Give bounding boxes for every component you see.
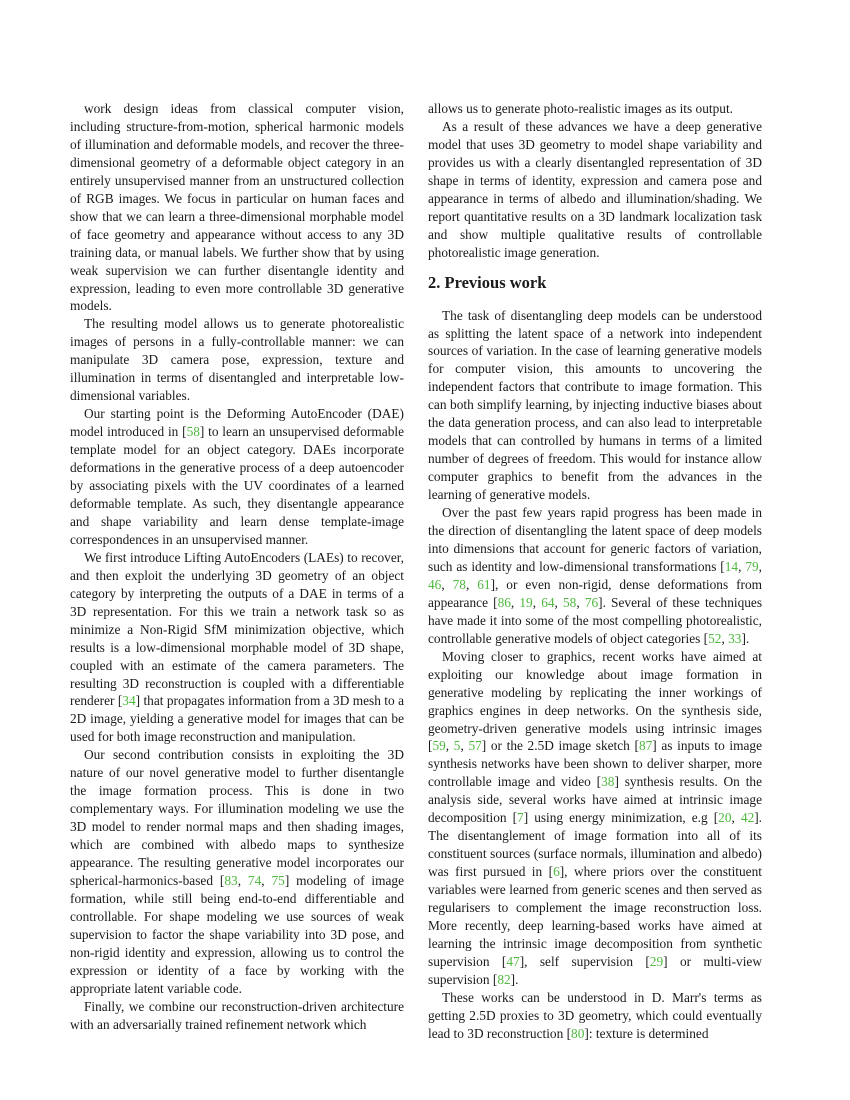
citation-link[interactable]: 19 xyxy=(519,594,533,610)
citation-link[interactable]: 82 xyxy=(497,971,511,987)
citation-link[interactable]: 20 xyxy=(718,810,732,826)
body-paragraph xyxy=(428,100,762,118)
body-paragraph xyxy=(428,307,762,504)
body-paragraph xyxy=(70,746,404,997)
paragraph-text: , xyxy=(441,576,453,592)
paragraph-text: Moving closer to graphics, recent works have aimed at exploiting our knowledge about image formation in generative modeling by replicating the inner workings of graphics engines in deep networks. On the synthesis side, geometry-driven generative models using intrinsic images [ xyxy=(428,648,762,754)
paragraph-text: The resulting model allows us to generate photorealistic images of persons in a fully-controllable manner: we can manipulate 3D camera pose, expression, texture and illumination in terms of disentangled and interpretable low-dimensional variables. xyxy=(70,316,404,404)
body-paragraph xyxy=(428,504,762,648)
paragraph-text: , xyxy=(554,594,563,610)
body-paragraph xyxy=(70,405,404,549)
paragraph-text: Our second contribution consists in exploiting the 3D nature of our novel generative model to further disentangle the image formation process. This is done in two complementary ways. For illumination modeling we use the 3D model to render normal maps and then shading images, which are combined with albedo maps to synthesize appearance. The resulting generative model incorporates our spherical-harmonics-based [ xyxy=(70,747,404,888)
paragraph-text: , xyxy=(738,558,746,574)
citation-link[interactable]: 6 xyxy=(553,864,560,880)
citation-link[interactable]: 42 xyxy=(740,810,755,826)
body-paragraph xyxy=(70,100,404,315)
body-paragraph xyxy=(70,315,404,405)
body-paragraph xyxy=(70,998,404,1034)
citation-link[interactable]: 47 xyxy=(506,953,520,969)
citation-link[interactable]: 83 xyxy=(224,872,238,888)
citation-link[interactable]: 87 xyxy=(638,738,653,754)
paragraph-text: ] using energy minimization, e.g [ xyxy=(523,810,719,826)
previous-work-section xyxy=(428,307,762,1043)
citation-link[interactable]: 64 xyxy=(541,594,555,610)
body-paragraph xyxy=(428,989,762,1043)
paragraph-text: ]. xyxy=(741,630,750,646)
paragraph-text: work design ideas from classical computer vision, including structure-from-motion, spherical harmonic models of illumination and deformable models, and recover the three-dimensional geometry of a deformable object category in an entirely unsupervised manner from an unstructured collection of RGB images. We focus in particular on human faces and show that we can learn a three-dimensional morphable model of face geometry and appearance without access to any 3D training data, or manual labels. We further show that by using weak supervision we can further disentangle identity and expression, leading to even more controllable 3D generative models. xyxy=(70,101,404,314)
paragraph-text: ]. Several of these techniques have made it into some of the most compelling photorealistic, controllable generative models of object categories [ xyxy=(428,594,763,646)
citation-link[interactable]: 29 xyxy=(649,953,664,969)
paragraph-text: ] or the 2.5D image sketch [ xyxy=(481,738,639,754)
body-paragraph xyxy=(428,648,762,989)
citation-link[interactable]: 79 xyxy=(745,558,759,574)
paragraph-text: Finally, we combine our reconstruction-driven architecture with an adversarially trained refinement network which xyxy=(70,998,404,1032)
paragraph-text: ] synthesis results. On the analysis side, several works have aimed at intrinsic image decomposition [ xyxy=(428,774,762,826)
paragraph-text: The task of disentangling deep models can be understood as splitting the latent space of a network into independent sources of variation. In the case of learning generative models for computer vision, this amounts to uncovering the independent factors that contribute to image formation. This can both simplify learning, by injecting inductive biases about the data generation process, and can also lead to interpretable models that can controlled by humans in terms of a limited number of degrees of freedom. This would for instance allow computer graphics to benefit from the advances in the learning of generative models. xyxy=(428,307,762,503)
paragraph-text: Over the past few years rapid progress has been made in the direction of disentangling the latent space of deep models into dimensions that account for generic factors of variation, such as identity and low-dimensional transformations [ xyxy=(428,505,762,574)
paragraph-text: allows us to generate photo-realistic images as its output. xyxy=(428,101,733,116)
right-column xyxy=(428,100,762,1043)
paragraph-text: , xyxy=(510,594,520,610)
paragraph-text: , xyxy=(237,872,248,888)
body-paragraph xyxy=(70,549,404,746)
paragraph-text: ], self supervision [ xyxy=(519,953,650,969)
paragraph-text: ], or even non-rigid, dense deformations from appearance [ xyxy=(428,576,763,610)
section-heading-previous-work: 2. Previous work xyxy=(428,272,547,292)
citation-link[interactable]: 58 xyxy=(563,594,577,610)
paragraph-text: , xyxy=(465,576,478,592)
citation-link[interactable]: 57 xyxy=(468,738,482,754)
citation-link[interactable]: 86 xyxy=(497,594,511,610)
citation-link[interactable]: 46 xyxy=(428,576,442,592)
paragraph-text: These works can be understood in D. Marr's terms as getting 2.5D proxies to 3D geometry, which could eventually lead to 3D reconstruction [ xyxy=(428,989,762,1041)
citation-link[interactable]: 33 xyxy=(728,630,742,646)
citation-link[interactable]: 38 xyxy=(601,774,615,790)
citation-link[interactable]: 7 xyxy=(517,810,524,826)
left-column xyxy=(70,100,404,1034)
paragraph-text: , xyxy=(758,558,762,574)
paragraph-text: ], where priors over the constituent variables were learned from generic scenes and then served as regularisers to complement the image reconstruction loss. More recently, deep learning-based works have aimed at learning the intrinsic image decomposition from synthetic supervision [ xyxy=(428,864,762,969)
paragraph-text: , xyxy=(721,630,729,646)
citation-link[interactable]: 78 xyxy=(452,576,466,592)
body-paragraph xyxy=(428,118,762,262)
paragraph-text: ]. xyxy=(510,971,519,987)
paragraph-text: , xyxy=(731,810,741,826)
paragraph-text: ]: texture is determined xyxy=(584,1025,709,1041)
citation-link[interactable]: 74 xyxy=(247,872,262,888)
right-intro xyxy=(428,100,762,262)
paragraph-text: ] as inputs to image synthesis networks have been shown to deliver sharper, more controllable image and video [ xyxy=(428,738,763,790)
citation-link[interactable]: 61 xyxy=(477,576,491,592)
paragraph-text: , xyxy=(460,738,469,754)
paragraph-text: As a result of these advances we have a deep generative model that uses 3D geometry to model shape variability and provides us with a clearly disentangled representation of 3D shape in terms of identity, expression and camera pose and appearance in terms of albedo and illumination/shading. We report quantitative results on a 3D landmark localization task and show multiple qualitative results of controllable photorealistic image generation. xyxy=(428,118,762,260)
paragraph-text: ] or multi-view supervision [ xyxy=(428,953,762,987)
citation-link[interactable]: 58 xyxy=(186,424,200,440)
paragraph-text: ] modeling of image formation, while still being end-to-end differentiable and controllable. For shape modeling we use sources of weak supervision to factor the shape variability into 3D pose, and non-rigid identity and expression, allowing us to control the expression or identity of a face by working with the appropriate latent variable code. xyxy=(70,872,405,996)
paragraph-text: , xyxy=(532,594,542,610)
paragraph-text: Our starting point is the Deforming AutoEncoder (DAE) model introduced in [ xyxy=(70,406,404,440)
paragraph-text: , xyxy=(445,738,454,754)
citation-link[interactable]: 75 xyxy=(271,872,285,888)
paragraph-text: ] to learn an unsupervised deformable template model for an object category. DAEs incorporate deformations in the generative process of a deep autoencoder by associating pixels with the UV coordinates of a learned deformable template. As such, they disentangle appearance and shape variability and learn dense template-image correspondences in an unsupervised manner. xyxy=(70,424,405,547)
paragraph-text: , xyxy=(261,872,272,888)
citation-link[interactable]: 59 xyxy=(432,738,446,754)
paragraph-text: ]. The disentanglement of image formation into all of its constituent sources (surface normals, illumination and albedo) was first pursued in [ xyxy=(428,810,763,880)
citation-link[interactable]: 34 xyxy=(122,693,136,709)
citation-link[interactable]: 76 xyxy=(584,594,599,610)
citation-link[interactable]: 52 xyxy=(708,630,722,646)
paragraph-text: , xyxy=(576,594,585,610)
citation-link[interactable]: 80 xyxy=(571,1025,585,1041)
paragraph-text: ] that propagates information from a 3D mesh to a 2D image, yielding a generative model for images that can be used for both image reconstruction and manipulation. xyxy=(70,693,404,745)
citation-link[interactable]: 14 xyxy=(724,558,739,574)
citation-link[interactable]: 5 xyxy=(453,738,461,754)
paragraph-text: We first introduce Lifting AutoEncoders (LAEs) to recover, and then exploit the underlying 3D geometry of an object category by interpreting the outputs of a DAE in terms of a 3D representation. For this we train a network task so as minimize a Non-Rigid SfM minimization objective, which results is a low-dimensional morphable model of 3D shape, coupled with an estimate of the camera parameters. The resulting 3D reconstruction is coupled with a differentiable renderer [ xyxy=(70,549,404,709)
